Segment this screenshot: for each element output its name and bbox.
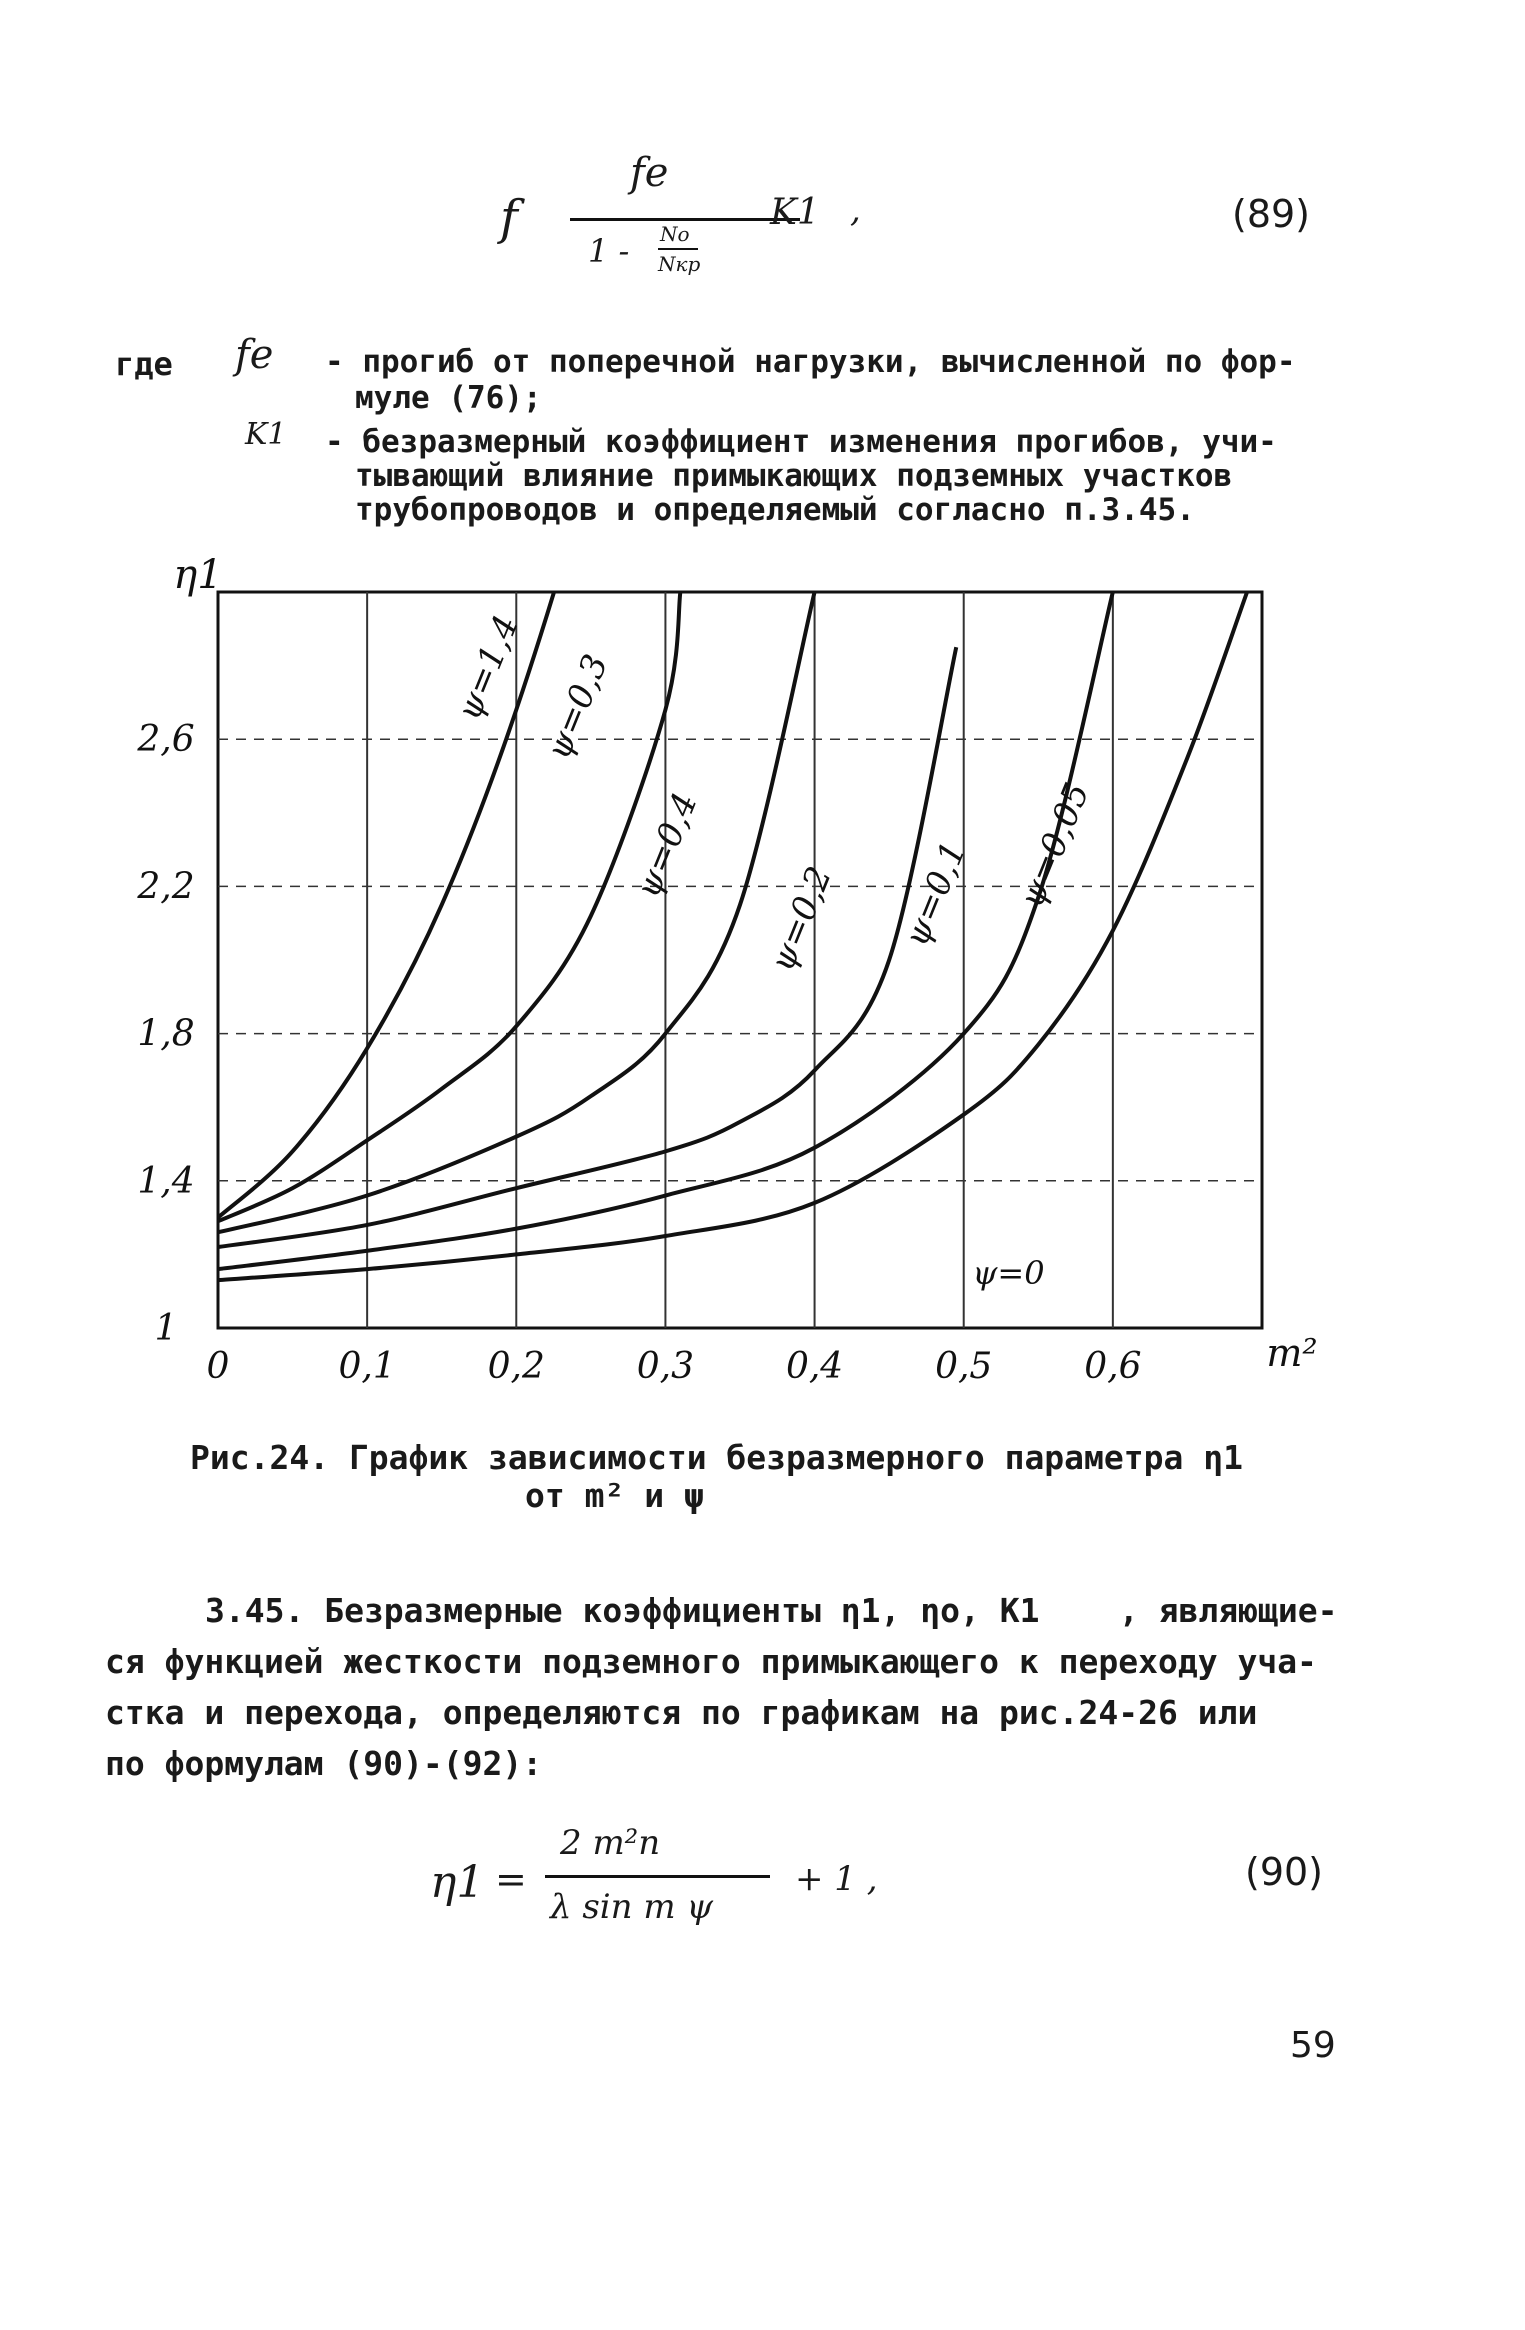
y-axis-label: η1	[173, 552, 223, 598]
formula-90-number: (90)	[1245, 1850, 1324, 1894]
formula-90-numerator: 2 m²n	[560, 1823, 661, 1863]
figure-caption-line-2: от m² и ψ	[525, 1476, 704, 1515]
formula-90-fraction-bar	[545, 1875, 770, 1878]
formula-90-denominator: λ sin m ψ	[550, 1887, 714, 1927]
y-tick-label: 2,6	[137, 719, 195, 761]
formula-90	[420, 1815, 940, 1955]
paragraph-line: стка и перехода, определяются по графикам на рис.24-26 или	[105, 1693, 1258, 1732]
x-tick-label: 0,2	[487, 1346, 545, 1387]
x-tick-label: 0,5	[935, 1346, 993, 1387]
formula-90-eq: =	[495, 1857, 527, 1901]
y-tick-label: 1	[154, 1308, 178, 1349]
series-label: ψ=1,4	[448, 609, 527, 727]
series-label: ψ=0,3	[538, 648, 617, 766]
curve-series	[218, 647, 956, 1247]
paragraph-line: 3.45. Безразмерные коэффициенты η1, ηо, K1 , являющие-	[205, 1591, 1338, 1630]
formula-89-factor: K1	[770, 192, 820, 233]
plot-frame	[218, 592, 1262, 1328]
paragraph-line: по формулам (90)-(92):	[105, 1744, 543, 1783]
where-label: где	[115, 345, 173, 383]
series-label: ψ=0,05	[1011, 777, 1098, 914]
formula-90-lhs: η1	[430, 1857, 485, 1908]
formula-89-ratio-top: Nо	[660, 222, 690, 246]
y-tick-label: 1,8	[137, 1013, 195, 1055]
x-tick-label: 0,1	[338, 1346, 396, 1387]
x-tick-label: 0,6	[1084, 1346, 1142, 1387]
definition-symbol-fe: fe	[235, 332, 274, 378]
x-axis-label: m²	[1266, 1331, 1318, 1375]
formula-89-ratio-bottom: Nкр	[658, 252, 701, 276]
definition-symbol-k1: K1	[245, 417, 287, 452]
series-label: ψ=0,4	[627, 787, 706, 904]
formula-89-trail: ,	[850, 190, 861, 230]
curve-series	[218, 592, 680, 1221]
definition-line: трубопроводов и определяемый согласно п.3.45.	[355, 492, 1195, 528]
x-tick-label: 0,3	[636, 1346, 695, 1387]
series-label: ψ=0,2	[762, 860, 841, 978]
figure-caption-line-1: Рис.24. График зависимости безразмерного параметра η1	[190, 1438, 1243, 1477]
annotation-psi-zero: ψ=0	[972, 1253, 1045, 1292]
formula-89-lhs: f	[500, 190, 518, 246]
series-label: ψ=0,1	[896, 835, 975, 953]
paragraph-3-45	[105, 1585, 1425, 1789]
formula-89-number: (89)	[1232, 192, 1311, 236]
formula-90-trail: + 1 ,	[795, 1859, 878, 1899]
formula-89-denominator-lead: 1 -	[588, 232, 630, 270]
definition-line: - безразмерный коэффициент изменения прогибов, учи-	[325, 424, 1277, 460]
formula-89-numerator: fe	[630, 150, 669, 196]
x-tick-label: 0,4	[785, 1346, 844, 1387]
definition-line: тывающий влияние примыкающих подземных участков	[355, 458, 1233, 494]
definition-line: муле (76);	[355, 380, 542, 416]
y-tick-label: 2,2	[137, 866, 195, 908]
paragraph-line: ся функцией жесткости подземного примыкающего к переходу уча-	[105, 1642, 1317, 1681]
page-number: 59	[1290, 2025, 1336, 2066]
y-tick-label: 1,4	[137, 1160, 195, 1202]
definition-line: - прогиб от поперечной нагрузки, вычисленной по фор-	[325, 344, 1296, 380]
x-tick-label: 0	[206, 1346, 230, 1387]
